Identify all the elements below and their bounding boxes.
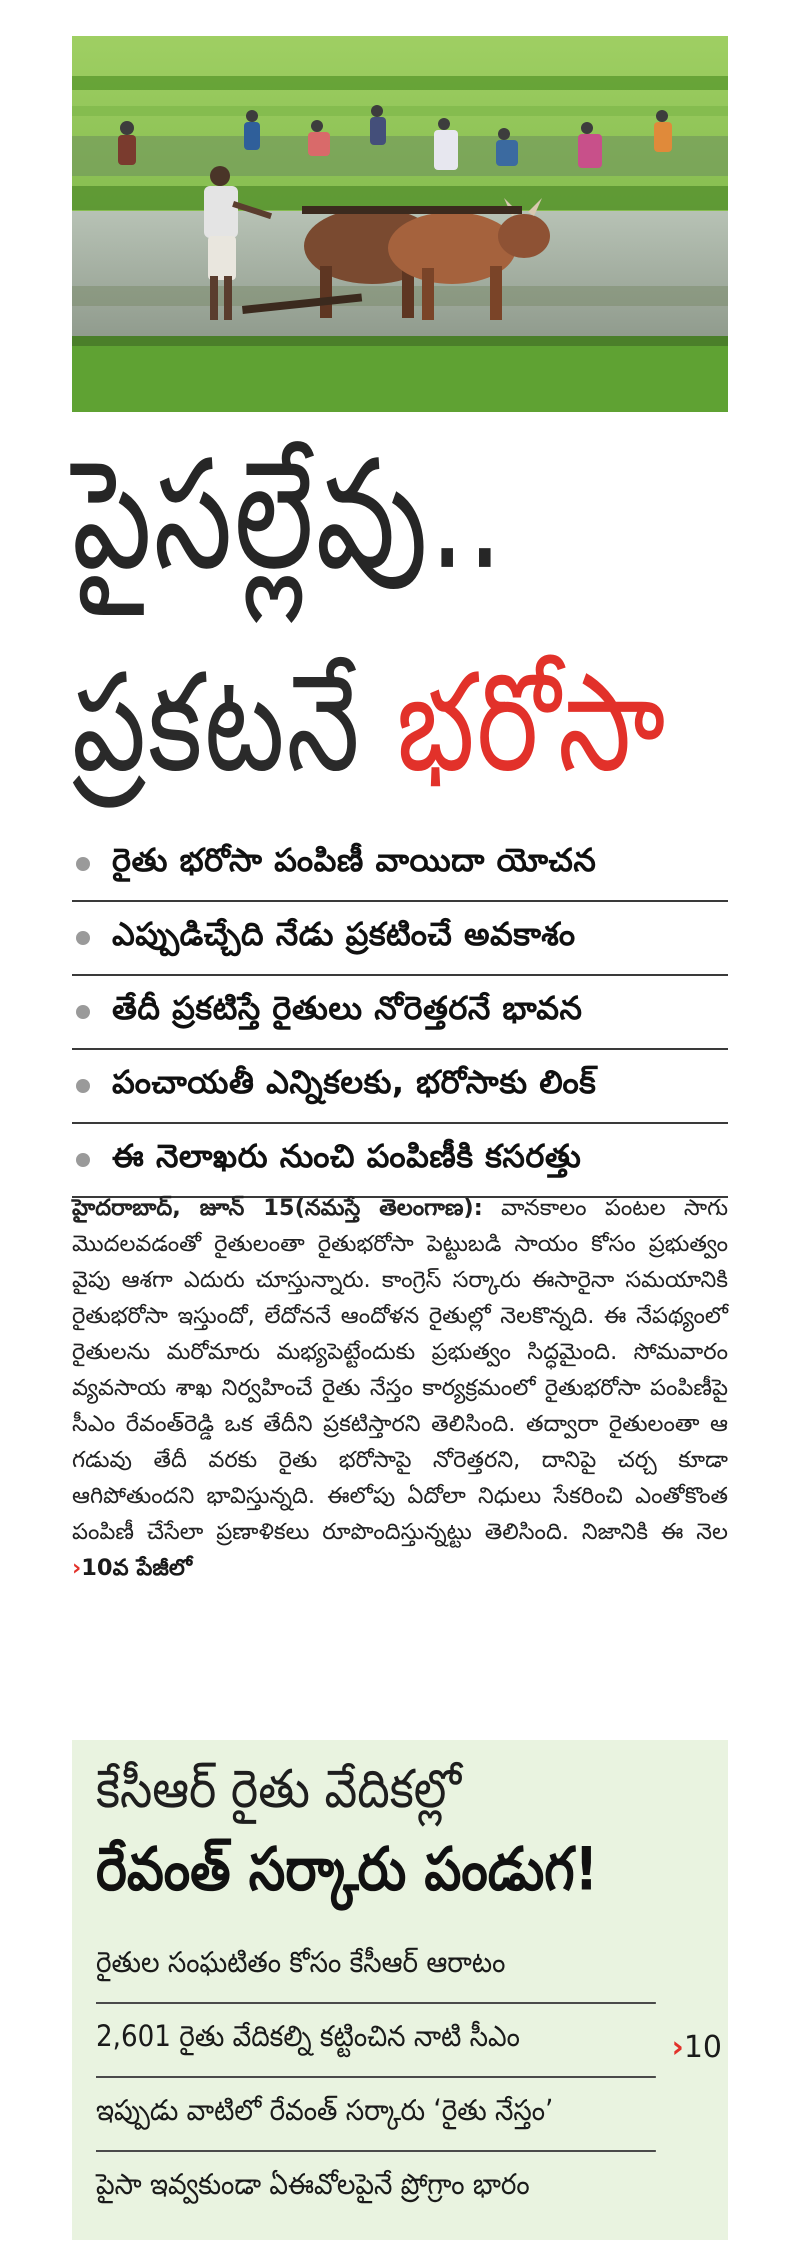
headline-line-1: పైసల్లేవు.. [72,427,505,604]
highlight-item [72,976,728,1050]
sidebar-continued-link[interactable] [671,2030,722,2065]
highlight-item [72,902,728,976]
headline-line-2-prefix: ప్రకటనే [72,643,397,802]
bullet-dot-icon [76,1005,90,1019]
bullet-dot-icon [76,857,90,871]
highlights-list [72,828,728,1198]
paddy-field-illustration [72,36,728,412]
chevron-right-icon: › [671,2030,684,2065]
highlight-text: తేదీ ప్రకటిస్తే రైతులు నోరెత్తరనే భావన [112,989,583,1027]
sidebar-box [72,1740,728,2240]
sidebar-title-line-2: రేవంత్ సర్కారు పండుగ! [96,1835,599,1905]
article-body [72,1190,728,1586]
bullet-dot-icon [76,931,90,945]
highlight-text: ఎప్పుడిచ్చేది నేడు ప్రకటించే అవకాశం [112,915,576,953]
article-text: వానకాలం పంటల సాగు మొదలవడంతో రైతులంతా రైతుభరోసా పెట్టుబడి సాయం కోసం ప్రభుత్వం వైపు ఆశగా ఎదురు చూస్తున్నారు. కాంగ్రెస్ సర్కారు ఈసారైనా సమయానికి రైతుభరోసా ఇస్తుందో, లేదోననే ఆందోళన రైతుల్లో నెలకొన్నది. ఈ నేపథ్యంలో రైతులను మరోమారు మభ్యపెట్టేందుకు ప్రభుత్వం సిద్ధమైంది. సోమవారం వ్యవసాయ శాఖ నిర్వహించే రైతు నేస్తం కార్యక్రమంలో రైతుభరోసా పంపిణీపై సీఎం రేవంత్‌రెడ్డి ఒక తేదీని ప్రకటిస్తారని తెలిసింది. తద్వారా రైతులంతా ఆ గడువు తేదీ వరకు రైతు భరోసాపై నోరెత్తరని, దానిపై చర్చ కూడా ఆగిపోతుందని భావిస్తున్నది. ఈలోపు ఏదోలా నిధులు సేకరించి ఎంతోకొంత పంపిణీ చేసేలా ప్రణాళికలు రూపొందిస్తున్నట్టు తెలిసింది. నిజానికి ఈ నెల [72,1195,728,1545]
sidebar-line: ఇప్పుడు వాటిలో రేవంత్ సర్కారు ‘రైతు నేస్తం’ [96,2078,656,2152]
continued-on-page-link[interactable] [72,1555,192,1581]
bullet-dot-icon [76,1153,90,1167]
highlight-text: రైతు భరోసా పంపిణీ వాయిదా యోచన [112,841,597,879]
continued-page-label: 10వ పేజీలో [81,1555,193,1581]
article-dateline: హైదరాబాద్, జూన్ 15(నమస్తే తెలంగాణ): [72,1195,483,1221]
sidebar-line: 2,601 రైతు వేదికల్ని కట్టించిన నాటి సీఎం [96,2004,656,2078]
chevron-right-icon: › [72,1555,82,1581]
paddy-field-photo [72,36,728,412]
sidebar-lines [96,1930,716,2224]
sidebar-line: పైసా ఇవ్వకుండా ఏఈవోలపైనే ప్రోగ్రాం భారం [96,2167,530,2201]
sidebar-line: రైతుల సంఘటితం కోసం కేసీఆర్ ఆరాటం [96,1930,656,2004]
highlight-text: ఈ నెలాఖరు నుంచి పంపిణీకి కసరత్తు [112,1137,582,1175]
highlight-item [72,828,728,902]
sidebar-title-line-1: కేసీఆర్ రైతు వేదికల్లో [96,1757,462,1820]
highlight-text: పంచాయతీ ఎన్నికలకు, భరోసాకు లింక్ [112,1063,597,1101]
sidebar-continued-page: 10 [683,2030,722,2065]
headline-line-2 [72,643,728,802]
bullet-dot-icon [76,1079,90,1093]
headline-accent-word: భరోసా [396,643,668,802]
highlight-item [72,1050,728,1124]
highlight-item [72,1124,728,1198]
